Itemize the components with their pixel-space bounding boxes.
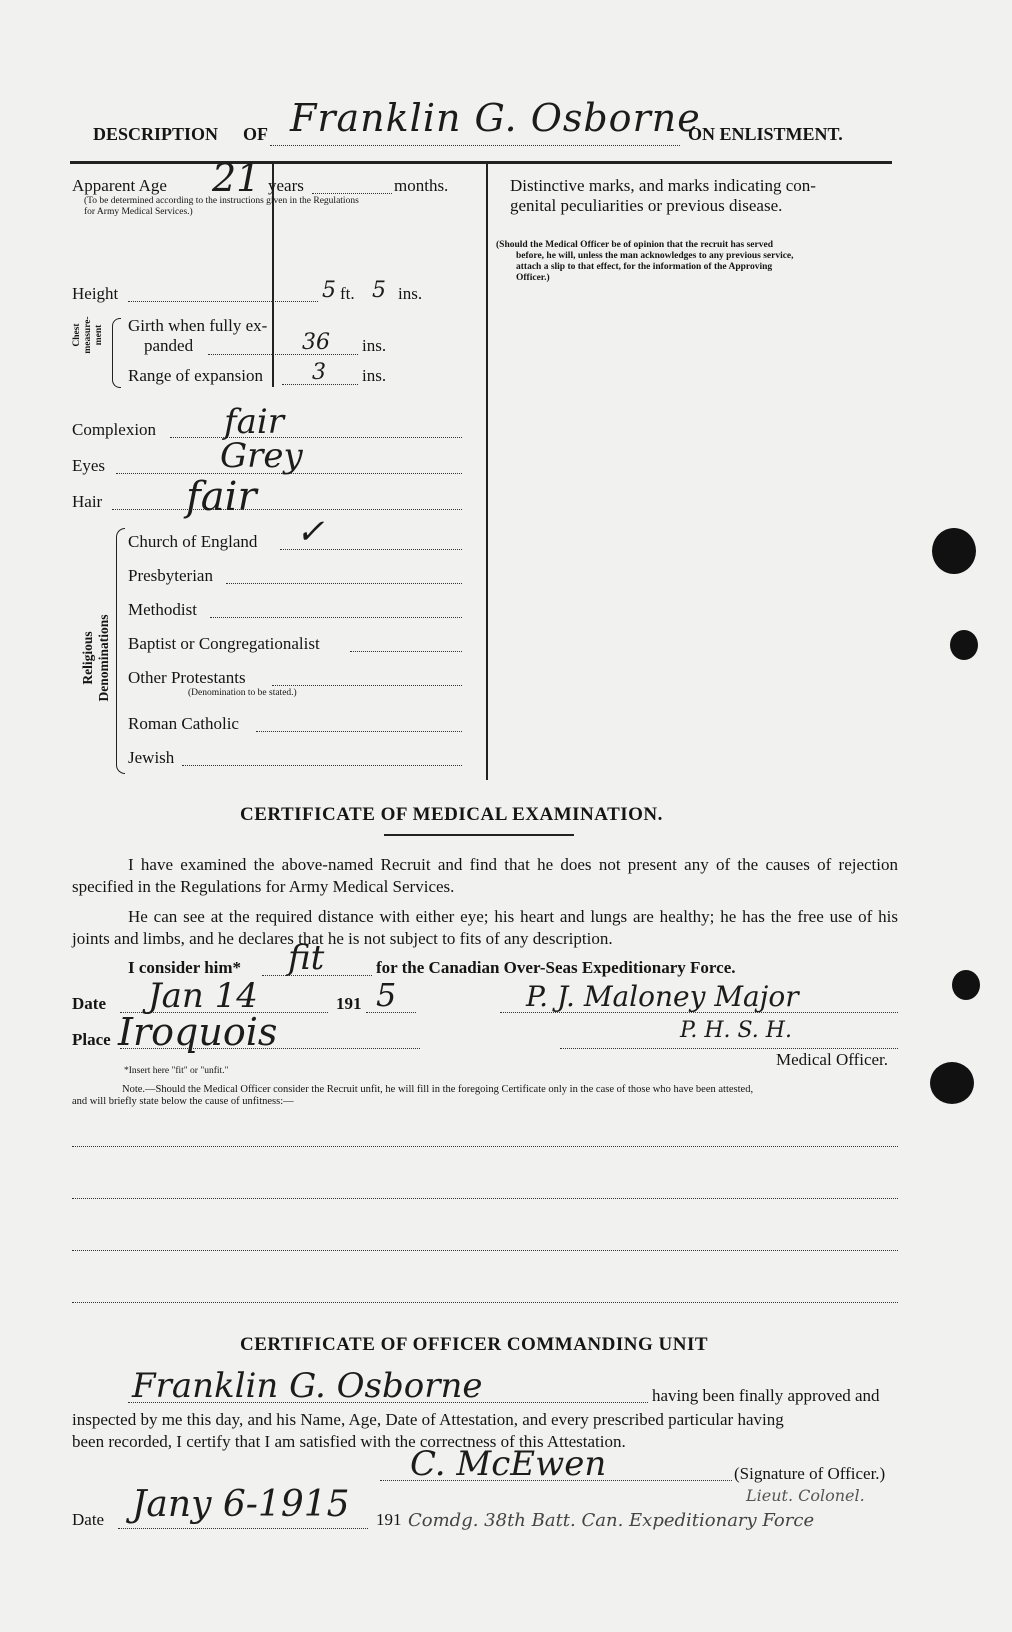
commanding-stamp: Comdg. 38th Batt. Can. Expeditionary Force (408, 1510, 815, 1531)
title-underline (384, 834, 574, 836)
medical-year-prefix: 191 (336, 994, 362, 1013)
column-divider (486, 162, 488, 780)
height-label: Height (72, 284, 119, 303)
religion-church-of-england: Church of England (128, 532, 258, 551)
years-label: years (268, 176, 304, 195)
religion-brace (116, 528, 125, 774)
commanding-recruit-name: Franklin G. Osborne (132, 1366, 483, 1406)
medical-date-label: Date (72, 994, 106, 1013)
medical-certificate-title: CERTIFICATE OF MEDICAL EXAMINATION. (240, 804, 663, 825)
height-ft-value: 5 (322, 278, 336, 303)
medical-sub-line (560, 1048, 898, 1049)
unfitness-line-2 (72, 1198, 898, 1199)
range-unit: ins. (362, 366, 387, 385)
consider-him-label: I consider him* (128, 958, 242, 977)
religion-line-4 (350, 651, 462, 652)
girth-dotted-line (208, 354, 358, 355)
commanding-rank: Lieut. Colonel. (746, 1486, 865, 1505)
marks-note-line2: before, he will, unless the man acknowledges to any previous service, (516, 251, 794, 261)
months-label: months. (394, 176, 449, 195)
girth-value: 36 (302, 330, 330, 355)
title-description: DESCRIPTION (93, 124, 219, 144)
medical-paragraph-2: He can see at the required distance with either eye; his heart and lungs are healthy; he has the free use of his joints and limbs, and he declares that he is not subject to fits of any description. (72, 907, 898, 948)
medical-year-value: 5 (376, 976, 397, 1014)
commanding-date-value: Jany 6-1915 (132, 1484, 350, 1525)
apparent-age-label: Apparent Age (72, 176, 167, 195)
girth-label-1: Girth when fully ex- (128, 316, 268, 335)
binder-hole-4 (930, 1062, 974, 1104)
medical-year-dotted-line (366, 1012, 416, 1013)
chest-label-1: Chest (72, 323, 82, 347)
marks-note-line4: Officer.) (516, 273, 550, 283)
religion-line-2 (226, 583, 462, 584)
range-label: Range of expansion (128, 366, 264, 385)
medical-note-line1: Note.—Should the Medical Officer consider the Recruit unfit, he will fill in the foregoing Certificate only in the case of those who have been attested, (122, 1084, 754, 1095)
binder-hole-2 (950, 630, 978, 660)
unfitness-line-3 (72, 1250, 898, 1251)
chest-measurement-label (72, 300, 105, 370)
complexion-label: Complexion (72, 420, 157, 439)
commanding-year-prefix: 191 (376, 1510, 402, 1529)
binder-hole-3 (952, 970, 980, 1000)
medical-place-value: Iroquois (118, 1010, 278, 1054)
complexion-value: fair (224, 402, 284, 442)
hair-dotted-line (112, 509, 462, 510)
medical-signature-sub: P. H. S. H. (680, 1018, 792, 1043)
religious-denominations-label (80, 578, 112, 738)
marks-note-line3: attach a slip to that effect, for the information of the Approving (516, 262, 773, 272)
unfitness-line-4 (72, 1302, 898, 1303)
height-in-value: 5 (372, 278, 386, 303)
chest-label-2: measure- (83, 316, 93, 354)
recruit-name-handwritten: Franklin G. Osborne (290, 96, 701, 140)
header-rule (70, 161, 892, 164)
eyes-value: Grey (220, 436, 303, 476)
denomination-note: (Denomination to be stated.) (188, 688, 297, 698)
religion-methodist: Methodist (128, 600, 197, 619)
height-dotted-line (128, 301, 318, 302)
commanding-certificate-title: CERTIFICATE OF OFFICER COMMANDING UNIT (240, 1334, 709, 1355)
ins-label: ins. (398, 284, 423, 303)
name-dotted-line (270, 145, 680, 146)
commanding-para-line3: been recorded, I certify that I am satisfied with the correctness of this Attestation. (72, 1432, 626, 1451)
religion-line-5 (272, 685, 462, 686)
religion-presbyterian: Presbyterian (128, 566, 213, 585)
marks-heading-line2: genital peculiarities or previous disease. (510, 196, 783, 215)
age-note-line2: for Army Medical Services.) (84, 207, 193, 217)
force-label: for the Canadian Over-Seas Expeditionary Force. (376, 958, 736, 977)
religion-label-2: Denominations (96, 614, 111, 702)
title-of: OF (243, 124, 268, 144)
religion-line-6 (256, 731, 462, 732)
commanding-para-line2: inspected by me this day, and his Name, Age, Date of Attestation, and every prescribed particular having (72, 1410, 784, 1429)
religion-baptist: Baptist or Congregationalist (128, 634, 320, 653)
title-on-enlistment: ON ENLISTMENT. (688, 124, 843, 144)
medical-officer-signature: P. J. Maloney Major (526, 980, 799, 1013)
marks-heading-line1: Distinctive marks, and marks indicating con- (510, 176, 816, 195)
complexion-dotted-line (170, 437, 462, 438)
medical-place-label: Place (72, 1030, 111, 1049)
medical-officer-label: Medical Officer. (776, 1050, 889, 1069)
signature-of-officer-label: (Signature of Officer.) (734, 1464, 886, 1483)
months-dotted-line (312, 193, 392, 194)
binder-hole-1 (932, 528, 976, 574)
commanding-date-label: Date (72, 1510, 105, 1529)
commanding-date-dotted-line (118, 1528, 368, 1529)
age-note-line1: (To be determined according to the instructions given in the Regulations (84, 196, 359, 206)
religion-line-3 (210, 617, 462, 618)
hair-value: fair (186, 474, 257, 520)
religion-label-1: Religious (80, 631, 95, 685)
age-years-value: 21 (212, 156, 261, 200)
eyes-label: Eyes (72, 456, 106, 475)
religion-line-7 (182, 765, 462, 766)
religion-checkmark: ✓ (296, 512, 325, 552)
religion-roman-catholic: Roman Catholic (128, 714, 239, 733)
chest-label-3: ment (94, 324, 104, 346)
range-value: 3 (312, 360, 326, 385)
girth-label-2: panded (144, 336, 194, 355)
ft-label: ft. (340, 284, 355, 303)
medical-note-line2: and will briefly state below the cause of unfitness:— (72, 1096, 294, 1107)
chest-brace (112, 318, 121, 388)
religion-jewish: Jewish (128, 748, 175, 767)
commanding-signature: C. McEwen (410, 1444, 607, 1484)
medical-date-value: Jan 14 (148, 976, 258, 1016)
religion-other-protestants: Other Protestants (128, 668, 246, 687)
insert-note: *Insert here "fit" or "unfit." (124, 1066, 229, 1076)
unfitness-line-1 (72, 1146, 898, 1147)
approved-label: having been finally approved and (652, 1386, 880, 1405)
girth-unit: ins. (362, 336, 387, 355)
marks-note-line1: (Should the Medical Officer be of opinion that the recruit has served (496, 240, 773, 250)
fitness-value: fit (288, 938, 325, 978)
medical-paragraph-1: I have examined the above-named Recruit and find that he does not present any of the causes of rejection specified in the Regulations for Army Medical Services. (72, 855, 898, 896)
hair-label: Hair (72, 492, 103, 511)
